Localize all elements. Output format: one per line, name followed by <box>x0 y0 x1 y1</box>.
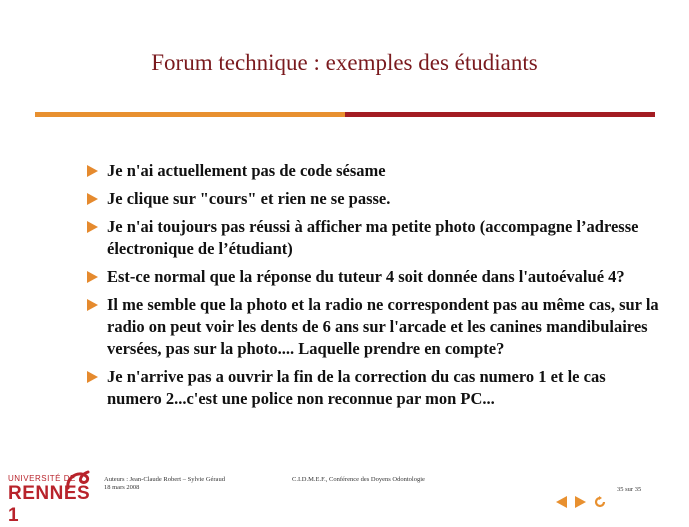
previous-slide-icon[interactable] <box>556 496 567 508</box>
bullet-list <box>87 160 662 416</box>
logo-line1: UNIVERSITÉ DE <box>8 474 76 483</box>
university-logo <box>8 468 93 526</box>
logo-line2: RENNES 1 <box>8 483 91 526</box>
footer-conference: C.I.D.M.E.F., Conférence des Doyens Odontologie <box>292 476 425 483</box>
bullet-item <box>87 188 662 210</box>
bullet-arrow-icon <box>87 271 98 283</box>
slide-navigation <box>556 496 606 508</box>
ermine-swirl-icon <box>64 468 92 494</box>
bullet-item <box>87 216 662 260</box>
bullet-text: Je n'arrive pas a ouvrir la fin de la correction du cas numero 1 et le cas numero 2...c'est une police non reconnue par mon PC... <box>107 367 606 408</box>
bullet-arrow-icon <box>87 193 98 205</box>
divider-red <box>345 112 655 117</box>
footer-authors: Auteurs : Jean-Claude Robert – Sylvie Géraud <box>104 476 225 483</box>
bullet-item <box>87 294 662 360</box>
bullet-item <box>87 160 662 182</box>
bullet-item <box>87 266 662 288</box>
bullet-item <box>87 366 662 410</box>
footer-date: 18 mars 2008 <box>104 484 140 491</box>
bullet-arrow-icon <box>87 165 98 177</box>
return-icon[interactable] <box>594 496 606 508</box>
bullet-text: Je n'ai toujours pas réussi à afficher ma petite photo (accompagne l’adresse électronique de l’étudiant) <box>107 217 639 258</box>
slide-title: Forum technique : exemples des étudiants <box>151 50 538 75</box>
bullet-text: Je clique sur "cours" et rien ne se passe. <box>107 189 391 208</box>
page-number: 35 sur 35 <box>617 486 642 493</box>
bullet-arrow-icon <box>87 371 98 383</box>
bullet-arrow-icon <box>87 299 98 311</box>
next-slide-icon[interactable] <box>575 496 586 508</box>
title-divider <box>35 112 655 117</box>
bullet-text: Je n'ai actuellement pas de code sésame <box>107 161 386 180</box>
bullet-text: Est-ce normal que la réponse du tuteur 4 soit donnée dans l'autoévalué 4? <box>107 267 625 286</box>
bullet-text: Il me semble que la photo et la radio ne correspondent pas au même cas, sur la radio on peut voir les dents de 6 ans sur l'arcade et les canines mandibulaires versées, pas sur la photo.... Laquelle prendre en compte? <box>107 295 659 358</box>
bullet-arrow-icon <box>87 221 98 233</box>
divider-orange <box>35 112 345 117</box>
